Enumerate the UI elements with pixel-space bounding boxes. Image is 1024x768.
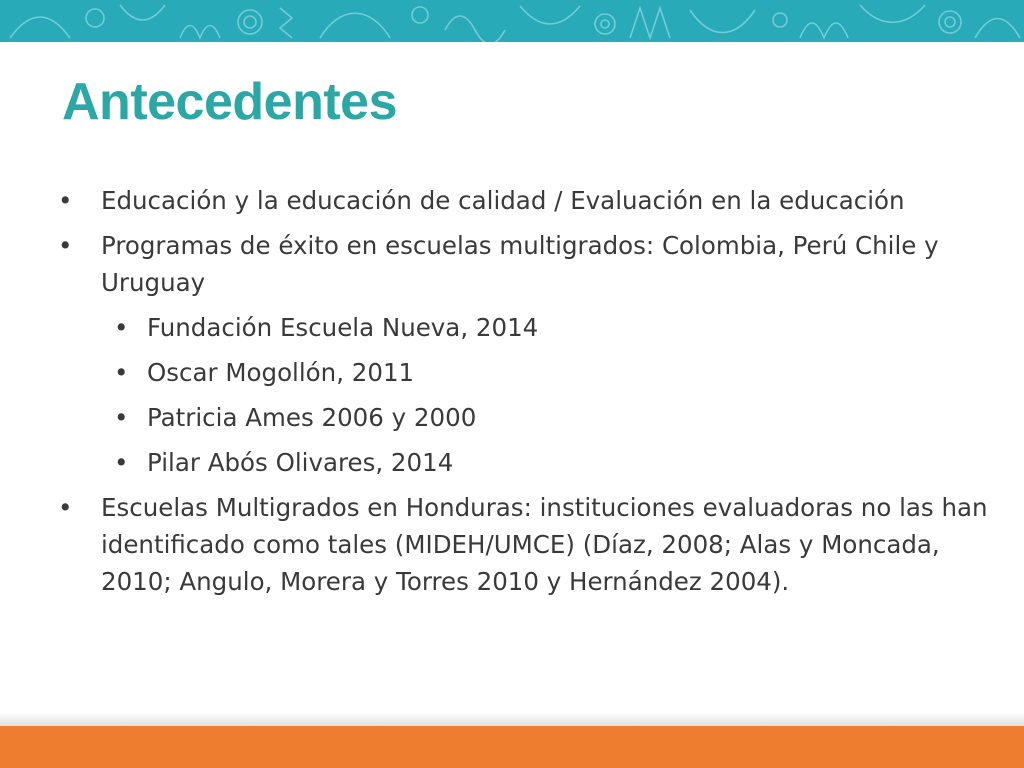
bullet-list xyxy=(58,182,988,608)
sub-bullet-list xyxy=(101,309,988,481)
bullet-text: Programas de éxito en escuelas multigrados: Colombia, Perú Chile y Uruguay xyxy=(101,231,939,297)
sub-bullet-item: • Fundación Escuela Nueva, 2014 xyxy=(101,309,988,346)
sub-bullet-item: • Patricia Ames 2006 y 2000 xyxy=(101,399,988,436)
top-decorative-band xyxy=(0,0,1024,42)
sub-bullet-item: • Oscar Mogollón, 2011 xyxy=(101,354,988,391)
bottom-decorative-band xyxy=(0,726,1024,768)
bullet-text: Educación y la educación de calidad / Evaluación en la educación xyxy=(101,186,905,215)
sub-bullet-item: • Pilar Abós Olivares, 2014 xyxy=(101,444,988,481)
bullet-item xyxy=(58,489,988,600)
slide-title: Antecedentes xyxy=(62,73,397,131)
bottom-shadow xyxy=(0,712,1024,726)
bullet-item xyxy=(58,182,988,219)
bullet-text: Escuelas Multigrados en Honduras: instituciones evaluadoras no las han identificado como tales (MIDEH/UMCE) (Díaz, 2008; Alas y Moncada, 2010; Angulo, Morera y Torres 2010 y Hernández 2004). xyxy=(101,493,988,596)
bullet-item xyxy=(58,227,988,481)
floral-pattern-icon xyxy=(0,0,1024,42)
